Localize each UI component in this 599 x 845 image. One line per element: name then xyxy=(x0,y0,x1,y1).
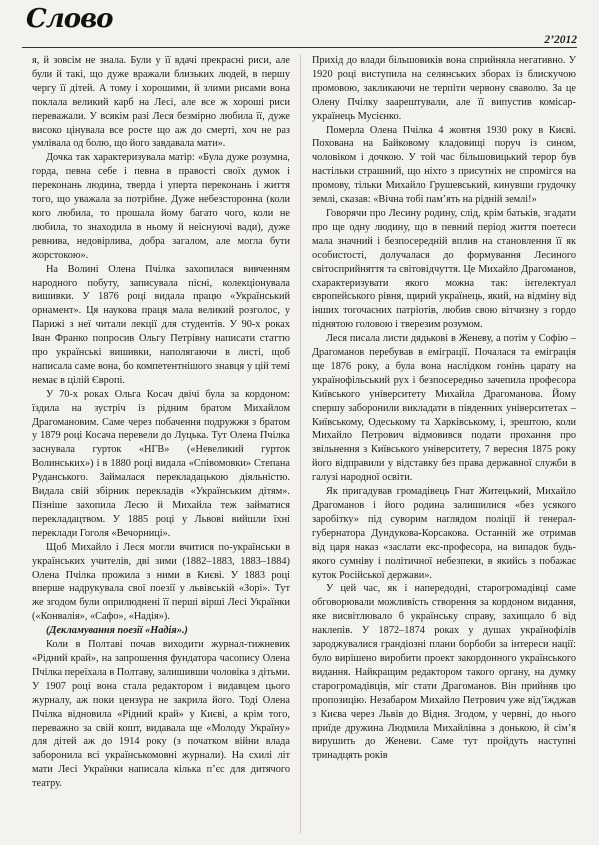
paragraph: Дочка так характеризувала матір: «Була дуже розумна, горда, певна себе і певна в правості своїх думок і переконань людина, тверда і уперта переконань і життя того, що уважала за потрібне. Дуже небезсторонна (коли кого любила, то прошала йому багато чого, коли не любила, то знаходила в ньому й неіснуючі вади), дуже ревнива, недовірлива, добра загалом, але могла бути жорстокою». xyxy=(32,152,290,261)
magazine-logo: Слово xyxy=(26,4,113,34)
poem-caption: (Декламування поезії «Надія».) xyxy=(46,625,188,637)
issue-number: 2’2012 xyxy=(544,34,577,46)
paragraph: Померла Олена Пчілка 4 жовтня 1930 року в Києві. Похована на Байковому кладовищі поруч із сином, чоловіком і дочкою. У той час більшовицький терор був настільки страшний, що ніхто з присутніх не спромігся на промову, тільки Михайло Грушевський, кинувши грудочку землі, сказав: «Вічна тобі пам’ять на рідній землі!» xyxy=(312,124,576,206)
left-column xyxy=(32,54,290,791)
page-header xyxy=(22,4,577,48)
paragraph: Прихід до влади більшовиків вона сприйняла негативно. У 1920 році виступила на селянських зборах із блискучою промовою, закликаючи не терпіти червону сваволю. За це Олену Пчілку заарештували, але її випустив комісар-українець Мусієнко. xyxy=(312,55,576,122)
paragraph: У 70-х роках Ольга Косач двічі була за кордоном: їздила на зустріч із рідним братом Михайлом Драгомановим. Саме через побачення подружжя з братом у 1879 році Косача перевели до Луцька. Тут Олена Пчілка заснувала гурток «НГВ» («Невеликий гурток Волинських») і в 1880 році видала «Співомовки» Степана Руданського. Займалася перекладацькою діяльністю. Видала свій збірник перекладів «Українським дітям». Пізніше захопила Лесю й Михайла теж займатися перекладацтвом. У 1885 році у Львові вийшли їхні переклади Гоголя «Вечорниці». xyxy=(32,388,290,539)
paragraph: я, й зовсім не знала. Були у її вдачі прекрасні риси, але були й такі, що дуже вражали близьких людей, в першу чергу її дітей. А тому і хорошими, й злими рисами вона поклала великий карб на Лесі, але все ж хороші риси переважали. У всякім разі Леся безмірно любила її, дуже високо цінувала все росте що аж до смерті, хоч не раз умлівала од болю, що його завдавала мати». xyxy=(32,55,290,150)
paragraph: Коли в Полтаві почав виходити журнал-тижневик «Рідний край», на запрошення фундатора часопису Олена Пчілка переїхала в Полтаву, залишивши чоловіка з дітьми. У 1907 році вона стала редактором і видавцем цього журналу, аж поки цензура не закрила його. Тоді Олена Пчілка відновила «Рідний край» у Києві, а крім того, переважно за свій кошт, видавала ще «Молоду Україну» для дітей аж до 1914 року (з початком війни влада заборонила всі українськомовні журнали). На схилі літ мати Лесі Українки написала кілька п’єс для дитячого театру. xyxy=(32,639,290,790)
paragraph: На Волині Олена Пчілка захопилася вивченням народного побуту, записувала пісні, колекціонувала вишивки. У 1876 році видала працю «Український орнамент». Ця наукова праця мала великий розголос, у Парижі з неї читали лекції для студентів. У 90-х роках Іван Франко попросив Ольгу Петрівну написати статтю про українські вишивки, наполягаючи в листі, щоб написала саме вона, бо компетентнішого знавця у цій темі немає в цілій Європі. xyxy=(32,263,290,386)
right-column xyxy=(312,54,576,763)
paragraph: Як пригадував громадівець Гнат Житецький, Михайло Драгоманов і його родина залишилися «без усякого заробітку» під суворим наглядом поліції й генерал-губернатора Дундукова-Корсакова. Останній же отримав від царя наказ «заслати екс-професора, на випадок будь-якого сумніву і політичної небезпеки, в якийсь з побажає куток Російської держави». xyxy=(312,486,576,581)
header-rule xyxy=(22,47,577,48)
paragraph: Щоб Михайло і Леся могли вчитися по-українськи в українських учителів, дві зими (1882–1883, 1883–1884) Олена Пчілка прожила з ними в Києві. У 1883 році вперше надрукувала свої поезії у львівській «Зорі». Тут же згодом були оприлюднені її перші вірші Лесі Українки («Конвалія», «Сафо», «Надія»). xyxy=(32,541,290,623)
paragraph: Говорячи про Лесину родину, слід, крім батьків, згадати про ще одну людину, що в певний період життя поетеси мала значний і безпосередній вплив на становлення її як особистості, долучалася до формування Лесиного світосприйняття та світовідчуття. Це Михайло Драгоманов, схарактеризувати якого можна так: інтелектуал європейського рівня, щирий українець, який, на відміну від інших тогочасних патріотів, любив свою вітчизну з гордо піднятою головою і тверезим розумом. xyxy=(312,207,576,331)
paragraph: Леся писала листи дядькові в Женеву, а потім у Софію – Драгоманов перебував в еміграції. Почалася та еміграція ще 1876 року, а була вона наслідком гонінь царату на українофільський рух і безпосередньо зачепила професора Київського університету Михайла Драгоманова. Йому спершу заборонили викладати в південних університетах – Київському, Одеському та Харківському, і, зрештою, коли Михайло Петрович відмовився подати прохання про звільнення з Київського університету, 7 вересня 1875 року його відправили у відставку без права державної служби в галузі народної освіти. xyxy=(312,333,576,484)
column-divider xyxy=(300,54,301,834)
paragraph: У цей час, як і напередодні, старогромадівці саме обговорювали можливість створення за кордоном видання, яке висвітлювало б українську справу, захищало б від наклепів. У 1872–1874 роках у душах українофілів зароджувалися грандіозні плани борбоби за інтереси нації: було вирішено виробити проект закордонного українського видання. Найкращим редактором такого органу, на думку старогромадівців, міг стати Драгоманов. Він прийняв цю пропозицію. Незабаром Михайло Петрович уже від’їжджав з Києва через Львів до Відня. Згодом, у червні, до нього приїде дружина Людмила Михайлівна з донькою, й сім’я вирушить до Женеви. Саме тут пройдуть наступні тринадцять років xyxy=(312,583,576,762)
